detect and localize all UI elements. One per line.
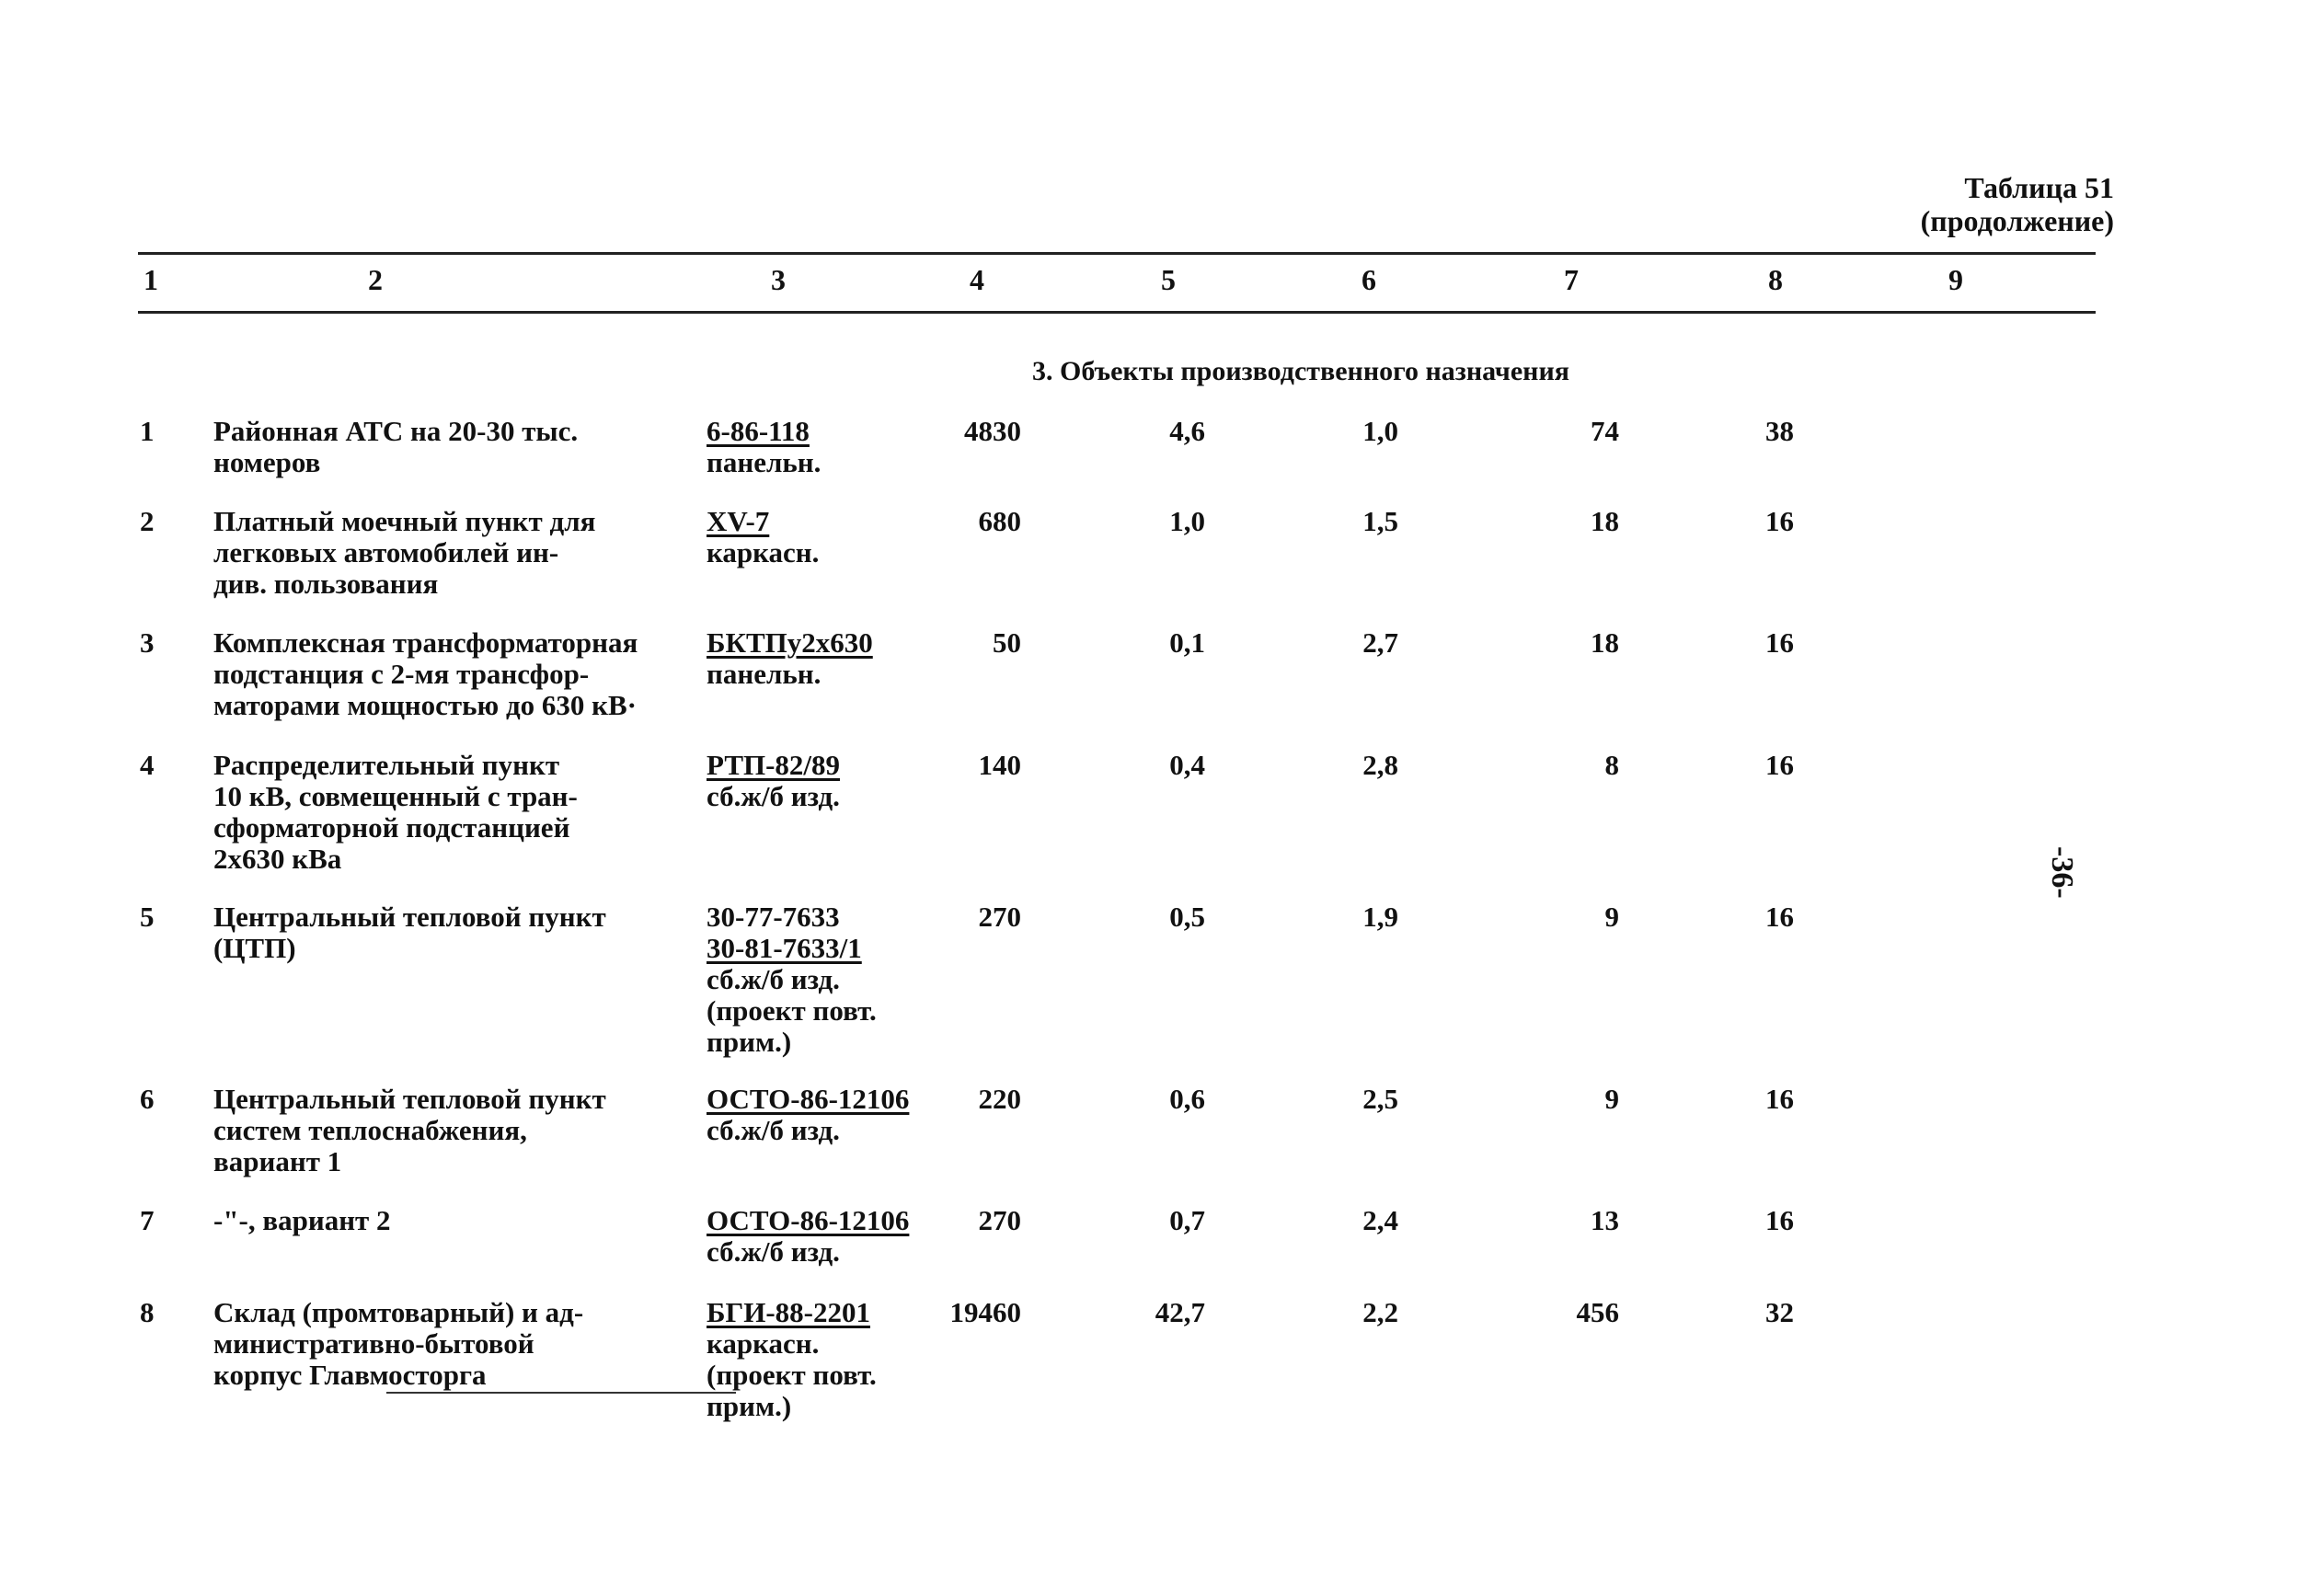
project-code-line: 30-77-7633 xyxy=(707,901,840,933)
project-code-line: сб.ж/б изд. xyxy=(707,780,840,812)
value-col4: 50 xyxy=(993,626,1021,659)
value-col5: 42,7 xyxy=(1155,1296,1205,1328)
project-code-line: БГИ-88-2201 xyxy=(707,1296,870,1328)
object-name-line: систем теплоснабжения, xyxy=(213,1114,527,1146)
value-col5: 4,6 xyxy=(1169,415,1205,447)
object-name xyxy=(213,1297,710,1391)
project-code xyxy=(707,901,936,1058)
project-code xyxy=(707,1084,936,1146)
project-code xyxy=(707,416,936,478)
object-name-line: Центральный тепловой пункт xyxy=(213,901,606,933)
object-name-line: сформаторной подстанцией xyxy=(213,811,570,844)
value-col6: 1,9 xyxy=(1362,901,1398,933)
value-col6: 2,5 xyxy=(1362,1083,1398,1115)
column-number: 9 xyxy=(1948,263,1963,296)
column-number: 8 xyxy=(1768,263,1783,296)
value-col5: 0,1 xyxy=(1169,626,1205,659)
value-col8: 16 xyxy=(1765,901,1794,933)
value-col8: 16 xyxy=(1765,505,1794,537)
project-code-line: сб.ж/б изд. xyxy=(707,1235,840,1268)
value-col7: 74 xyxy=(1591,415,1619,447)
project-code-line: ОСТО-86-12106 xyxy=(707,1204,910,1236)
project-code-line: 30-81-7633/1 xyxy=(707,932,862,964)
project-code xyxy=(707,750,936,812)
value-col6: 2,8 xyxy=(1362,749,1398,781)
value-col4: 19460 xyxy=(949,1296,1021,1328)
object-name-line: Районная АТС на 20-30 тыс. xyxy=(213,415,579,447)
object-name xyxy=(213,1205,710,1236)
project-code xyxy=(707,627,936,690)
page-number: -36- xyxy=(2045,846,2079,899)
project-code-line: панельн. xyxy=(707,658,822,690)
row-number: 3 xyxy=(140,626,155,659)
value-col4: 270 xyxy=(978,1204,1021,1236)
object-name-line: Платный моечный пункт для xyxy=(213,505,596,537)
value-col6: 1,0 xyxy=(1362,415,1398,447)
value-col8: 16 xyxy=(1765,1083,1794,1115)
object-name-line: Распределительный пункт xyxy=(213,749,560,781)
section-title-text: 3. Объекты производственного назначения xyxy=(1032,356,1569,386)
value-col8: 16 xyxy=(1765,1204,1794,1236)
object-name-line: -"-, вариант 2 xyxy=(213,1204,391,1236)
object-name xyxy=(213,901,710,964)
value-col6: 2,4 xyxy=(1362,1204,1398,1236)
table-caption xyxy=(1921,171,2114,237)
column-number: 6 xyxy=(1362,263,1376,296)
object-name xyxy=(213,750,710,875)
object-name-line: вариант 1 xyxy=(213,1145,342,1177)
value-col6: 2,2 xyxy=(1362,1296,1398,1328)
object-name xyxy=(213,416,710,478)
value-col8: 32 xyxy=(1765,1296,1794,1328)
value-col7: 18 xyxy=(1591,626,1619,659)
project-code-line: ОСТО-86-12106 xyxy=(707,1083,910,1115)
project-code-line: сб.ж/б изд. xyxy=(707,1114,840,1146)
project-code-line: прим.) xyxy=(707,1390,792,1422)
value-col4: 220 xyxy=(978,1083,1021,1115)
project-code-line: 6-86-118 xyxy=(707,415,810,447)
project-code-line: (проект повт. xyxy=(707,994,877,1027)
value-col5: 0,5 xyxy=(1169,901,1205,933)
object-name-line: министративно-бытовой xyxy=(213,1327,534,1360)
value-col4: 4830 xyxy=(964,415,1021,447)
project-code-line: панельн. xyxy=(707,446,822,478)
closing-underline xyxy=(386,1392,736,1394)
object-name-line: подстанция с 2-мя трансфор- xyxy=(213,658,590,690)
column-number: 5 xyxy=(1161,263,1176,296)
header-bottom-rule xyxy=(138,311,2096,314)
row-number: 7 xyxy=(140,1204,155,1236)
project-code-line: прим.) xyxy=(707,1026,792,1058)
project-code-line: XV-7 xyxy=(707,505,770,537)
value-col7: 8 xyxy=(1604,749,1619,781)
value-col7: 13 xyxy=(1591,1204,1619,1236)
object-name xyxy=(213,627,710,721)
project-code xyxy=(707,506,936,568)
table-caption-title: Таблица 51 xyxy=(1964,171,2114,204)
column-number: 3 xyxy=(771,263,786,296)
object-name xyxy=(213,506,710,600)
table-caption-continuation: (продолжение) xyxy=(1920,204,2114,237)
object-name-line: 2х630 кВа xyxy=(213,843,342,875)
object-name-line: Комплексная трансформаторная xyxy=(213,626,638,659)
row-number: 5 xyxy=(140,901,155,933)
object-name-line: 10 кВ, совмещенный с тран- xyxy=(213,780,578,812)
project-code-line: сб.ж/б изд. xyxy=(707,963,840,995)
header-top-rule xyxy=(138,252,2096,255)
row-number: 6 xyxy=(140,1083,155,1115)
value-col6: 1,5 xyxy=(1362,505,1398,537)
value-col7: 9 xyxy=(1604,1083,1619,1115)
object-name-line: Центральный тепловой пункт xyxy=(213,1083,606,1115)
project-code-line: БКТПу2х630 xyxy=(707,626,873,659)
column-number: 2 xyxy=(368,263,383,296)
object-name-line: номеров xyxy=(213,446,321,478)
value-col5: 0,4 xyxy=(1169,749,1205,781)
row-number: 8 xyxy=(140,1296,155,1328)
object-name-line: Склад (промтоварный) и ад- xyxy=(213,1296,584,1328)
object-name-line: легковых автомобилей ин- xyxy=(213,536,559,568)
object-name-line: корпус Главмосторга xyxy=(213,1359,487,1391)
value-col4: 680 xyxy=(978,505,1021,537)
object-name-line: маторами мощностью до 630 кВ· xyxy=(213,689,638,721)
row-number: 2 xyxy=(140,505,155,537)
object-name-line: (ЦТП) xyxy=(213,932,296,964)
value-col7: 456 xyxy=(1576,1296,1619,1328)
column-number: 7 xyxy=(1564,263,1579,296)
value-col5: 0,6 xyxy=(1169,1083,1205,1115)
value-col5: 1,0 xyxy=(1169,505,1205,537)
value-col8: 16 xyxy=(1765,749,1794,781)
value-col7: 18 xyxy=(1591,505,1619,537)
project-code-line: каркасн. xyxy=(707,536,820,568)
value-col7: 9 xyxy=(1604,901,1619,933)
section-title xyxy=(0,353,2298,390)
value-col6: 2,7 xyxy=(1362,626,1398,659)
column-number: 1 xyxy=(144,263,158,296)
project-code xyxy=(707,1205,936,1268)
value-col4: 140 xyxy=(978,749,1021,781)
project-code xyxy=(707,1297,936,1422)
value-col8: 16 xyxy=(1765,626,1794,659)
object-name-line: див. пользования xyxy=(213,568,439,600)
row-number: 1 xyxy=(140,415,155,447)
value-col4: 270 xyxy=(978,901,1021,933)
project-code-line: каркасн. xyxy=(707,1327,820,1360)
value-col8: 38 xyxy=(1765,415,1794,447)
project-code-line: (проект повт. xyxy=(707,1359,877,1391)
object-name xyxy=(213,1084,710,1177)
project-code-line: РТП-82/89 xyxy=(707,749,841,781)
value-col5: 0,7 xyxy=(1169,1204,1205,1236)
column-number: 4 xyxy=(970,263,984,296)
row-number: 4 xyxy=(140,749,155,781)
